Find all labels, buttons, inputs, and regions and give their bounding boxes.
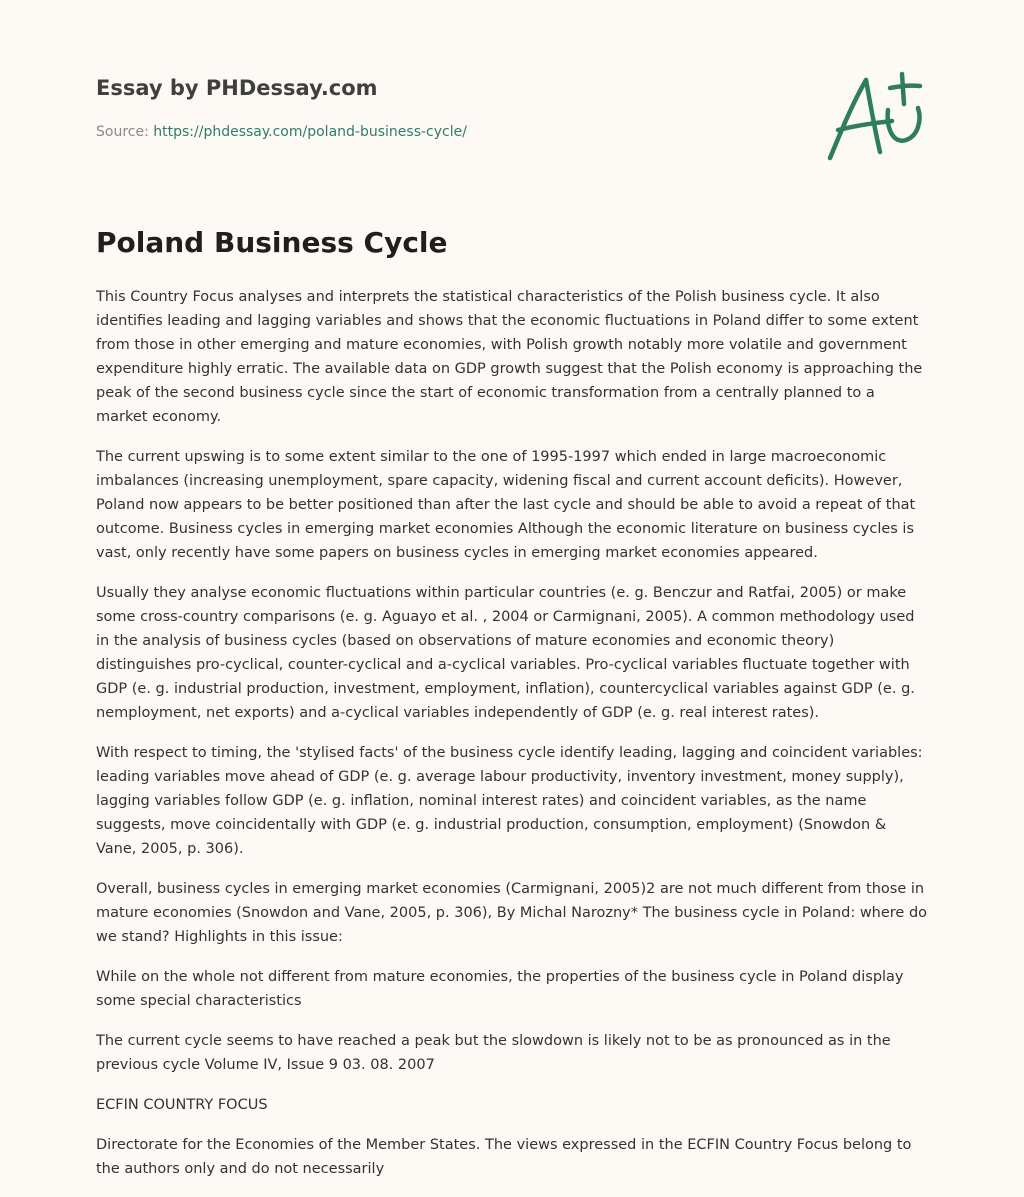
paragraph-6: While on the whole not different from mature economies, the properties of the business cycle in Poland display some special characteristics — [96, 969, 904, 1009]
paragraph-8: ECFIN COUNTRY FOCUS — [96, 1097, 268, 1113]
paragraph-1: This Country Focus analyses and interprets the statistical characteristics of the Polish business cycle. It also identifies leading and lagging variables and shows that the economic fluctuations in Poland differ to some extent from those in other emerging and mature economies, with Polish growth notably more volatile and government expenditure highly erratic. The available data on GDP growth suggest that the Polish economy is approaching the peak of the second business cycle since the start of economic transformation from a centrally planned to a market economy. — [96, 289, 923, 425]
essay-title: Poland Business Cycle — [96, 226, 448, 259]
paragraph-4: With respect to timing, the 'stylised facts' of the business cycle identify leading, lagging and coincident variables: leading variables move ahead of GDP (e. g. average labour productivity, inventory investment, money supply), lagging variables follow GDP (e. g. inflation, nominal interest rates) and coincident variables, as the name suggests, move coincidentally with GDP (e. g. industrial production, consumption, employment) (Snowdon & Vane, 2005, p. 306). — [96, 745, 923, 857]
paragraph-9: Directorate for the Economies of the Member States. The views expressed in the ECFIN Country Focus belong to the authors only and do not necessarily — [96, 1137, 912, 1177]
paragraph-3: Usually they analyse economic fluctuations within particular countries (e. g. Benczur and Ratfai, 2005) or make some cross-country comparisons (e. g. Aguayo et al. , 2004 or Carmignani, 2005). A common methodology used in the analysis of business cycles (based on observations of mature economies and economic theory) distinguishes pro-cyclical, counter-cyclical and a-cyclical variables. Pro-cyclical variables fluctuate together with GDP (e. g. industrial production, investment, employment, inflation), countercyclical variables against GDP (e. g. nemployment, net exports) and a-cyclical variables independently of GDP (e. g. real interest rates). — [96, 585, 915, 721]
paragraph-7: The current cycle seems to have reached a peak but the slowdown is likely not to be as pronounced as in the previous cycle Volume IV, Issue 9 03. 08. 2007 — [96, 1033, 891, 1073]
source-link[interactable]: https://phdessay.com/poland-business-cycle/ — [153, 124, 467, 140]
a-plus-logo-icon — [824, 68, 924, 164]
paragraph-5: Overall, business cycles in emerging market economies (Carmignani, 2005)2 are not much different from those in mature economies (Snowdon and Vane, 2005, p. 306), By Michal Narozny* The business cycle in Poland: where do we stand? Highlights in this issue: — [96, 881, 928, 945]
source-line — [96, 124, 467, 140]
paragraph-2: The current upswing is to some extent similar to the one of 1995-1997 which ended in large macroeconomic imbalances (increasing unemployment, spare capacity, widening fiscal and current account deficits). However, Poland now appears to be better positioned than after the last cycle and should be able to avoid a repeat of that outcome. Business cycles in emerging market economies Although the economic literature on business cycles is vast, only recently have some papers on business cycles in emerging market economies appeared. — [96, 449, 916, 561]
essay-body — [96, 285, 930, 1197]
site-title: Essay by PHDessay.com — [96, 76, 378, 100]
source-label: Source: — [96, 124, 154, 140]
